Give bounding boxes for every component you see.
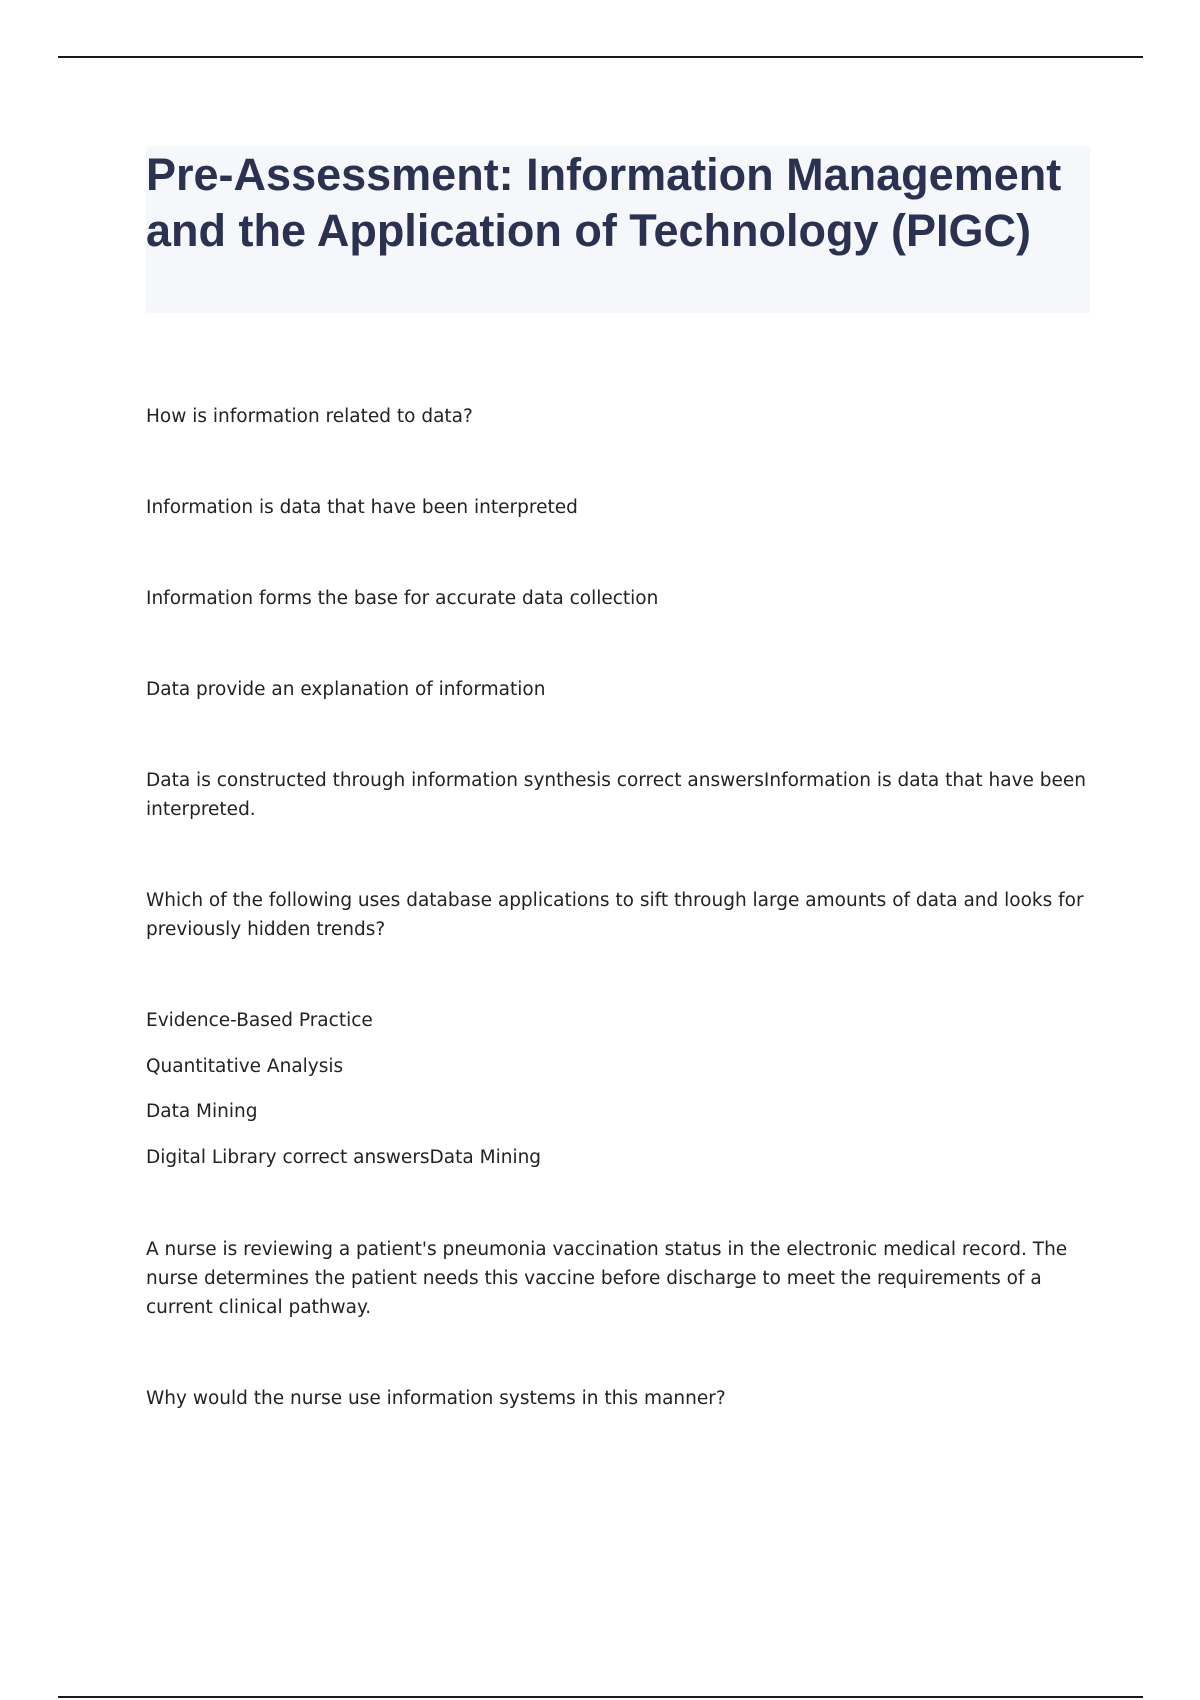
answer-option-with-key: Data is constructed through information synthesis correct answersInformation is data that have been interpreted.: [146, 770, 1087, 820]
answer-option: Information is data that have been interpreted: [146, 497, 578, 518]
question-1: How is information related to data?: [146, 406, 473, 427]
answer-option: Information forms the base for accurate data collection: [146, 588, 659, 609]
answer-option: Quantitative Analysis: [146, 1056, 344, 1077]
answer-option: Data Mining: [146, 1101, 258, 1122]
question-3-scenario: A nurse is reviewing a patient's pneumonia vaccination status in the electronic medical record. The nurse determines the patient needs this vaccine before discharge to meet the requirements of a current clinical pathway.: [146, 1239, 1068, 1318]
header-rule: [58, 56, 1143, 58]
answer-option-with-key: Digital Library correct answersData Mining: [146, 1147, 542, 1168]
document-title: Pre-Assessment: Information Management and the Application of Technology (PIGC): [146, 149, 1062, 256]
answer-option: Evidence-Based Practice: [146, 1010, 373, 1031]
question-2: Which of the following uses database applications to sift through large amounts of data and looks for previously hidden trends?: [146, 890, 1084, 940]
question-3: Why would the nurse use information systems in this manner?: [146, 1388, 726, 1409]
answer-option: Data provide an explanation of information: [146, 679, 546, 700]
footer-rule: [58, 1696, 1143, 1698]
